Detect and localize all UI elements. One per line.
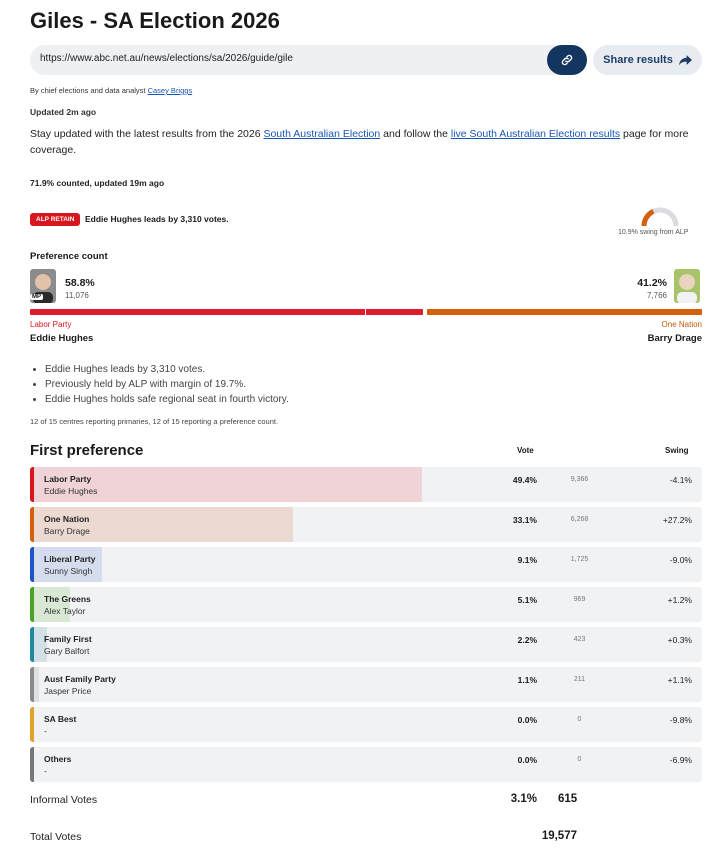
summary-bullets xyxy=(45,362,289,407)
row-percentage: 2.2% xyxy=(517,635,537,645)
row-percentage: 0.0% xyxy=(517,715,537,725)
table-row xyxy=(30,627,702,662)
row-party: The Greens xyxy=(44,594,91,604)
row-swing: +1.1% xyxy=(667,675,692,685)
informal-votes-label: Informal Votes xyxy=(30,794,98,806)
row-swing: -4.1% xyxy=(669,475,692,485)
row-party: Others xyxy=(44,754,72,764)
row-swing: -6.9% xyxy=(669,755,692,765)
row-party: One Nation xyxy=(44,514,90,524)
share-results-label: Share results xyxy=(603,54,673,66)
vote-share-fill xyxy=(30,587,70,622)
row-percentage: 0.0% xyxy=(517,755,537,765)
preference-bar-right xyxy=(427,309,702,315)
vote-share-fill xyxy=(30,507,293,542)
share-url-field[interactable] xyxy=(30,45,586,75)
updated-time: Updated 2m ago xyxy=(30,107,97,117)
row-candidate: - xyxy=(44,726,47,736)
party-color-accent xyxy=(30,707,34,742)
row-votes: 1,725 xyxy=(570,556,589,563)
row-votes: 9,366 xyxy=(570,476,589,483)
table-row xyxy=(30,547,702,582)
row-party: Labor Party xyxy=(44,474,92,484)
row-percentage: 49.4% xyxy=(512,475,537,485)
reporting-status: 12 of 15 centres reporting primaries, 12 of 15 reporting a preference count. xyxy=(30,417,279,426)
party-color-accent xyxy=(30,667,34,702)
right-count: 7,766 xyxy=(646,291,667,300)
right-party: One Nation xyxy=(661,320,702,329)
vote-share-fill xyxy=(30,467,422,502)
first-preference-heading: First preference xyxy=(30,442,144,459)
row-votes: 6,268 xyxy=(570,516,589,523)
swing-gauge xyxy=(640,204,680,228)
row-candidate: Alex Taylor xyxy=(44,606,86,616)
party-color-accent xyxy=(30,467,34,502)
total-votes-label: Total Votes xyxy=(30,831,82,843)
counted-status: 71.9% counted, updated 19m ago xyxy=(30,178,165,188)
table-row xyxy=(30,467,702,502)
result-badge: ALP RETAIN xyxy=(30,213,80,226)
right-percentage: 41.2% xyxy=(637,277,667,289)
row-votes: 0 xyxy=(577,716,582,723)
party-color-accent xyxy=(30,627,34,662)
row-percentage: 5.1% xyxy=(517,595,537,605)
list-item: • Eddie Hughes holds safe regional seat in fourth victory. xyxy=(45,392,289,407)
table-row xyxy=(30,747,702,782)
party-color-accent xyxy=(30,587,34,622)
table-row xyxy=(30,667,702,702)
author-link[interactable]: Casey Briggs xyxy=(147,86,193,95)
row-swing: +0.3% xyxy=(667,635,692,645)
table-row xyxy=(30,707,702,742)
majority-marker xyxy=(365,307,366,317)
row-swing: +27.2% xyxy=(662,515,692,525)
byline xyxy=(30,86,192,95)
swing-gauge-fill xyxy=(644,211,653,226)
copy-link-button[interactable] xyxy=(547,45,587,75)
intro-text-1: Stay updated with the latest results from the 2026 xyxy=(30,128,264,140)
left-party: Labor Party xyxy=(30,320,72,329)
sa-election-link[interactable]: South Australian Election xyxy=(263,128,381,140)
page-title: Giles - SA Election 2026 xyxy=(30,8,280,33)
row-votes: 423 xyxy=(573,636,586,643)
row-party: Liberal Party xyxy=(44,554,96,564)
left-candidate: Eddie Hughes xyxy=(30,333,94,344)
total-votes-count: 19,577 xyxy=(541,830,577,842)
row-votes: 0 xyxy=(577,756,582,763)
row-candidate: Eddie Hughes xyxy=(44,486,98,496)
informal-votes-count: 615 xyxy=(558,793,578,805)
vote-share-fill xyxy=(30,547,102,582)
row-votes: 211 xyxy=(573,676,586,683)
intro-paragraph xyxy=(30,126,700,158)
row-party: SA Best xyxy=(44,714,77,724)
list-item: • Previously held by ALP with margin of 19.7%. xyxy=(45,377,289,392)
party-color-accent xyxy=(30,507,34,542)
intro-text-2: and follow the xyxy=(380,128,451,140)
person-icon xyxy=(674,269,700,303)
candidate-photo-right xyxy=(674,269,700,303)
list-item: • Eddie Hughes leads by 3,310 votes. xyxy=(45,362,289,377)
share-results-button[interactable] xyxy=(593,45,702,75)
intro-text-3: page for more coverage. xyxy=(30,128,689,156)
row-percentage: 1.1% xyxy=(517,675,537,685)
left-percentage: 58.8% xyxy=(65,277,95,289)
vote-column-header: Vote xyxy=(517,446,534,455)
row-candidate: Barry Drage xyxy=(44,526,90,536)
informal-votes-percentage: 3.1% xyxy=(510,793,537,805)
row-percentage: 33.1% xyxy=(512,515,537,525)
row-party: Family First xyxy=(44,634,92,644)
byline-prefix: By chief elections and data analyst xyxy=(30,86,146,95)
row-candidate: Sunny Singh xyxy=(44,566,93,576)
row-candidate: Jasper Price xyxy=(44,686,92,696)
party-color-accent xyxy=(30,547,34,582)
lead-summary: Eddie Hughes leads by 3,310 votes. xyxy=(85,214,229,224)
share-url-text: https://www.abc.net.au/news/elections/sa/2026/guide/gile xyxy=(40,53,293,64)
right-candidate: Barry Drage xyxy=(647,333,702,344)
row-votes: 969 xyxy=(573,596,586,603)
swing-column-header: Swing xyxy=(665,446,689,455)
row-party: Aust Family Party xyxy=(44,674,116,684)
swing-label: 10.9% swing from ALP xyxy=(618,229,689,236)
row-swing: +1.2% xyxy=(667,595,692,605)
table-row xyxy=(30,587,702,622)
row-percentage: 9.1% xyxy=(517,555,537,565)
row-candidate: Gary Balfort xyxy=(44,646,90,656)
row-candidate: - xyxy=(44,766,47,776)
share-arrow-icon xyxy=(679,55,692,66)
row-swing: -9.8% xyxy=(669,715,692,725)
link-icon xyxy=(560,53,574,67)
mp-tag: MP xyxy=(32,294,41,300)
live-results-link[interactable]: live South Australian Election results xyxy=(450,128,621,140)
table-row xyxy=(30,507,702,542)
left-count: 11,076 xyxy=(65,291,89,300)
preference-count-heading: Preference count xyxy=(30,251,108,262)
party-color-accent xyxy=(30,747,34,782)
row-swing: -9.0% xyxy=(669,555,692,565)
